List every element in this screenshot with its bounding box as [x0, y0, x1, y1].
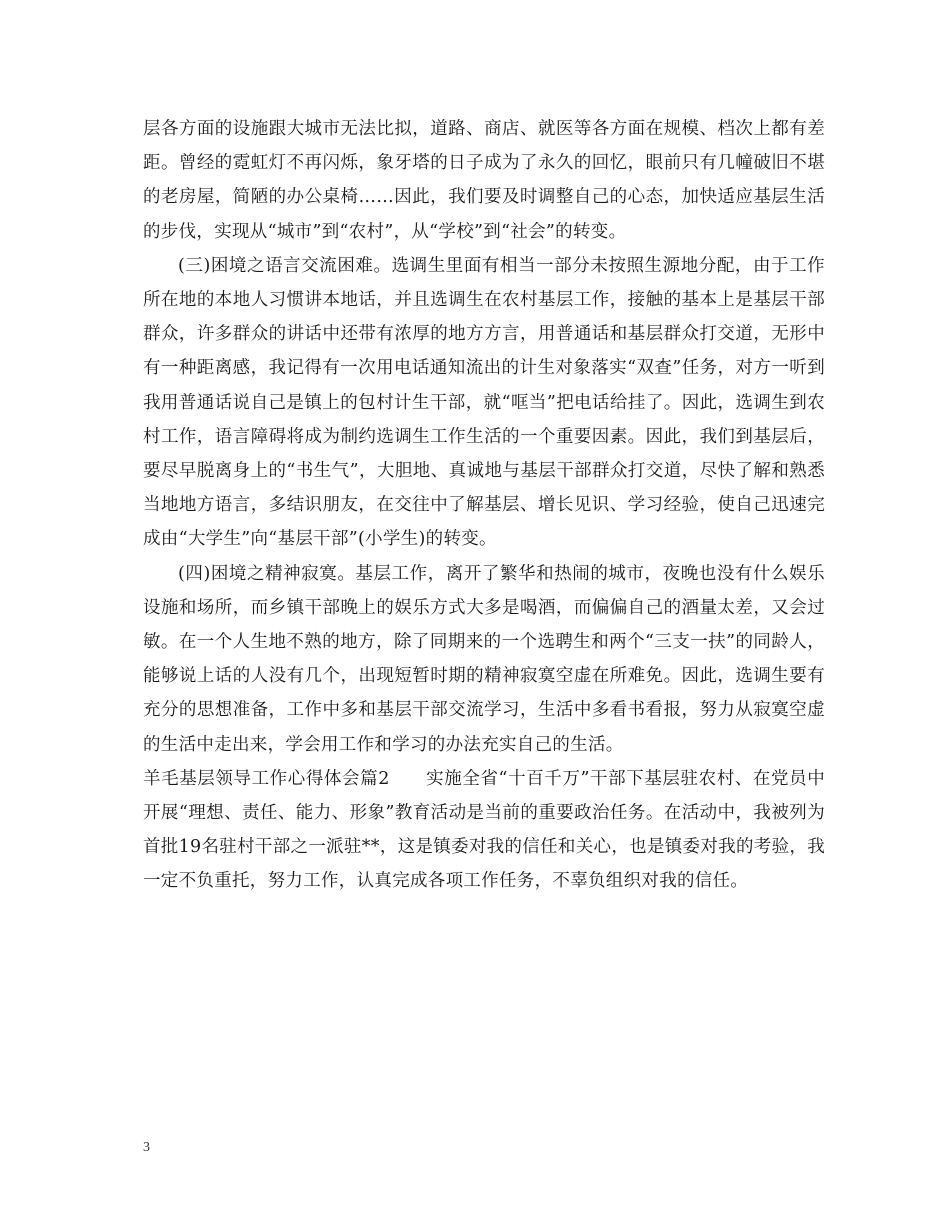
paragraph-language-difficulty: (三)困境之语言交流困难。选调生里面有相当一部分未按照生源地分配，由于工作所在地的本地人习惯讲本地话，并且选调生在农村基层工作，接触的基本上是基层干部群众，许多群众的讲话中还带有浓厚的地方方言，用普通话和基层群众打交道，无形中有一种距离感，我记得有一次用电话通知流出的计生对象落实“双查”任务，对方一听到我用普通话说自己是镇上的包村计生干部，就“哐当”把电话给挂了。因此，选调生到农村工作，语言障碍将成为制约选调生工作生活的一个重要因素。因此，我们到基层后，要尽早脱离身上的“书生气”，大胆地、真诚地与基层干部群众打交道，尽快了解和熟悉当地地方语言，多结识朋友，在交往中了解基层、增长见识、学习经验，使自己迅速完成由“大学生”向“基层干部”(小学生)的转变。	[143, 255, 825, 550]
document-body	[143, 112, 825, 899]
paragraph-spiritual-loneliness: (四)困境之精神寂寞。基层工作，离开了繁华和热闹的城市，夜晚也没有什么娱乐设施和场所，而乡镇干部晚上的娱乐方式大多是喝酒，而偏偏自己的酒量太差，又会过敏。在一个人生地不熟的地方，除了同期来的一个选聘生和两个“三支一扶”的同龄人，能够说上话的人没有几个，出现短暂时期的精神寂寞空虚在所难免。因此，选调生要有充分的思想准备，工作中多和基层干部交流学习，生活中多看书看报，努力从寂寞空虚的生活中走出来，学会用工作和学习的办法充实自己的生活。	[143, 563, 825, 755]
paragraph-continued: 层各方面的设施跟大城市无法比拟，道路、商店、就医等各方面在规模、档次上都有差距。曾经的霓虹灯不再闪烁，象牙塔的日子成为了永久的回忆，眼前只有几幢破旧不堪的老房屋，简陋的办公桌椅……因此，我们要及时调整自己的心态，加快适应基层生活的步伐，实现从“城市”到“农村”，从“学校”到“社会”的转变。	[143, 119, 825, 242]
paragraph-article-2: 羊毛基层领导工作心得体会篇2 实施全省“十百千万”干部下基层驻农村、在党员中开展“理想、责任、能力、形象”教育活动是当前的重要政治任务。在活动中，我被列为首批19名驻村干部之一派驻**，这是镇委对我的信任和关心，也是镇委对我的考验，我一定不负重托，努力工作，认真完成各项工作任务，不辜负组织对我的信任。	[143, 768, 825, 892]
page-number: 3	[143, 1140, 150, 1155]
